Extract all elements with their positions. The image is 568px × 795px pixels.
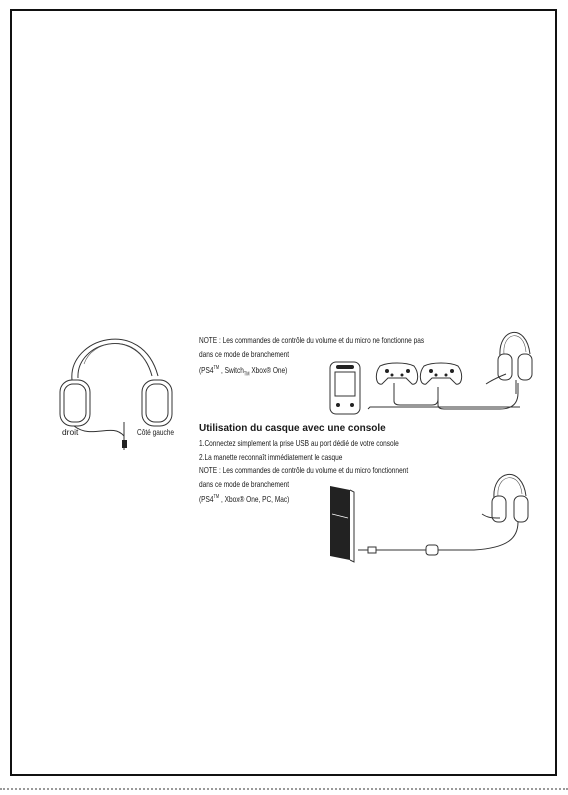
headset-right-label: droit xyxy=(62,427,79,437)
note1-platforms: (PS4™ , Switch$_{TM}$ Xbox® One) xyxy=(199,364,288,378)
note1-line1: NOTE : Les commandes de contrôle du volume et du micro ne fonctionne pas xyxy=(199,335,425,345)
usb-cable xyxy=(356,540,476,560)
page-bottom-edge xyxy=(0,788,568,795)
note1-line2: dans ce mode de branchement xyxy=(199,349,290,359)
ps4-console-icon xyxy=(326,484,358,564)
section-title: Utilisation du casque avec une console xyxy=(199,423,386,434)
headset-small-icon-bottom xyxy=(478,462,538,552)
note2-line1: NOTE : Les commandes de contrôle du volume et du micro fonctionnent xyxy=(199,465,409,475)
connection-cables-top xyxy=(360,383,560,423)
headset-left-label: Côté gauche xyxy=(137,427,175,437)
note2-platforms: (PS4™ , Xbox® One, PC, Mac) xyxy=(199,493,290,504)
step-2: 2.La manette reconnaît immédiatement le casque xyxy=(199,452,343,462)
step-1: 1.Connectez simplement la prise USB au port dédié de votre console xyxy=(199,438,399,448)
note2-line2: dans ce mode de branchement xyxy=(199,479,290,489)
